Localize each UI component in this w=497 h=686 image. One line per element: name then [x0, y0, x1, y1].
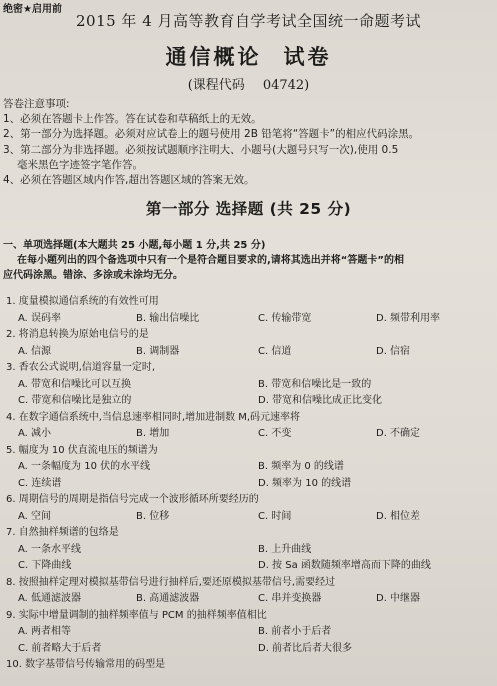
- option: A. 带宽和信噪比可以互换: [18, 378, 132, 390]
- option: B. 输出信噪比: [136, 312, 200, 324]
- option: D. 带宽和信噪比成正比变化: [258, 395, 383, 406]
- options-row: [6, 426, 494, 443]
- option: B. 前者小于后者: [258, 626, 332, 637]
- option: D. 相位差: [376, 510, 421, 522]
- question: [6, 443, 494, 493]
- question-stem: 5. 幅度为 10 伏直流电压的频谱为: [6, 444, 158, 456]
- part-one-title: 第一部分 选择题 (共 25 分): [145, 200, 352, 218]
- option: B. 频率为 0 的线谱: [258, 461, 344, 472]
- question: [6, 327, 494, 360]
- option: A. 误码率: [18, 312, 62, 324]
- options-row: [6, 509, 494, 526]
- question-stem: 7. 自然抽样频谱的包络是: [6, 527, 119, 538]
- question: [6, 294, 494, 327]
- options-row: [6, 624, 494, 641]
- notes-heading: 答卷注意事项:: [3, 98, 70, 110]
- question: [6, 525, 494, 575]
- options-row: [6, 591, 494, 608]
- paper-title: [0, 41, 497, 71]
- option: B. 调制器: [136, 345, 180, 357]
- options-row: [6, 377, 494, 394]
- exam-session-line: 2015 年 4 月高等教育自学考试全国统一命题考试: [75, 12, 422, 30]
- question-stem: 6. 周期信号的周期是指信号完成一个波形循环所要经历的: [6, 494, 259, 505]
- option: D. 频率为 10 的线谱: [258, 477, 352, 489]
- section-heading: 一、单项选择题(本大题共 25 小题,每小题 1 分,共 25 分): [3, 240, 266, 251]
- option: B. 带宽和信噪比是一致的: [258, 378, 372, 390]
- question: [6, 657, 494, 674]
- option: A. 两者相等: [18, 626, 72, 637]
- options-row: [6, 542, 494, 559]
- option: D. 前者比后者大很多: [258, 642, 353, 654]
- question-stem: 9. 实际中增量调制的抽样频率值与 PCM 的抽样频率值相比: [6, 609, 267, 621]
- option: B. 增加: [136, 428, 170, 439]
- option: D. 中继器: [376, 593, 421, 604]
- options-row: [6, 558, 494, 575]
- question-stem: 3. 香农公式说明,信道容量一定时,: [6, 362, 156, 373]
- option: A. 一条幅度为 10 伏的水平线: [18, 461, 151, 472]
- option: A. 减小: [18, 428, 52, 439]
- option: A. 信源: [18, 345, 52, 357]
- option: D. 频带利用率: [376, 312, 441, 324]
- option: C. 下降曲线: [18, 560, 72, 571]
- question-stem: 2. 将消息转换为原始电信号的是: [6, 329, 149, 340]
- question: [6, 575, 494, 608]
- option: A. 一条水平线: [18, 543, 82, 555]
- question-stem: 10. 数字基带信号传输常用的码型是: [6, 659, 166, 670]
- option: B. 高通滤波器: [136, 593, 200, 604]
- note-item: 2、第一部分为选择题。必须对应试卷上的题号使用 2B 铅笔将“答题卡”的相应代码涂黑。: [3, 128, 420, 141]
- section-instructions: 应代码涂黑。错涂、多涂或未涂均无分。: [3, 270, 183, 281]
- option: A. 空间: [18, 510, 52, 522]
- option: D. 不确定: [376, 428, 421, 439]
- option: C. 传输带宽: [258, 312, 312, 324]
- question: [6, 608, 494, 658]
- question-list: [6, 294, 494, 674]
- option: A. 低通滤波器: [18, 593, 82, 604]
- option: C. 时间: [258, 510, 292, 522]
- answer-notes: [3, 97, 493, 188]
- question-stem: 8. 按照抽样定理对模拟基带信号进行抽样后,要还原模拟基带信号,需要经过: [6, 576, 336, 588]
- note-item: 4、必须在答题区域内作答,超出答题区域的答案无效。: [3, 174, 255, 187]
- question: [6, 410, 494, 443]
- note-item: 毫米黑色字迹签字笔作答。: [17, 158, 143, 171]
- options-row: [6, 311, 494, 328]
- option: D. 按 Sa 函数随频率增高而下降的曲线: [258, 560, 431, 571]
- secret-mark: 绝密★启用前: [3, 4, 62, 15]
- option: C. 不变: [258, 428, 292, 439]
- course-code-line: [0, 74, 497, 93]
- question-stem: 1. 度量模拟通信系统的有效性可用: [6, 296, 159, 307]
- option: C. 前者略大于后者: [18, 642, 102, 654]
- note-item: 1、必须在答题卡上作答。答在试卷和草稿纸上的无效。: [3, 113, 262, 126]
- options-row: [6, 641, 494, 658]
- option: C. 带宽和信噪比是独立的: [18, 395, 132, 406]
- options-row: [6, 459, 494, 476]
- question: [6, 492, 494, 525]
- option: C. 串并变换器: [258, 593, 322, 604]
- question-stem: 4. 在数字通信系统中,当信息速率相同时,增加进制数 M,码元速率将: [6, 411, 301, 423]
- title-sub: 试卷: [283, 45, 332, 69]
- course-label: (课程代码: [187, 78, 245, 93]
- option: C. 信道: [258, 345, 292, 357]
- options-row: [6, 393, 494, 410]
- option: C. 连续谱: [18, 477, 62, 489]
- section-instructions: 在每小题列出的四个备选项中只有一个是符合题目要求的,请将其选出并将“答题卡”的相: [17, 255, 404, 266]
- options-row: [6, 344, 494, 361]
- option: B. 位移: [136, 510, 170, 522]
- option: B. 上升曲线: [258, 543, 312, 555]
- section-header: [3, 238, 495, 283]
- option: D. 信宿: [376, 345, 411, 357]
- options-row: [6, 476, 494, 493]
- note-item: 3、第二部分为非选择题。必须按试题顺序注明大、小题号(大题号只写一次),使用 0.5: [3, 143, 399, 156]
- question: [6, 360, 494, 410]
- course-code: 04742): [262, 78, 310, 93]
- title-main: 通信概论: [165, 45, 262, 69]
